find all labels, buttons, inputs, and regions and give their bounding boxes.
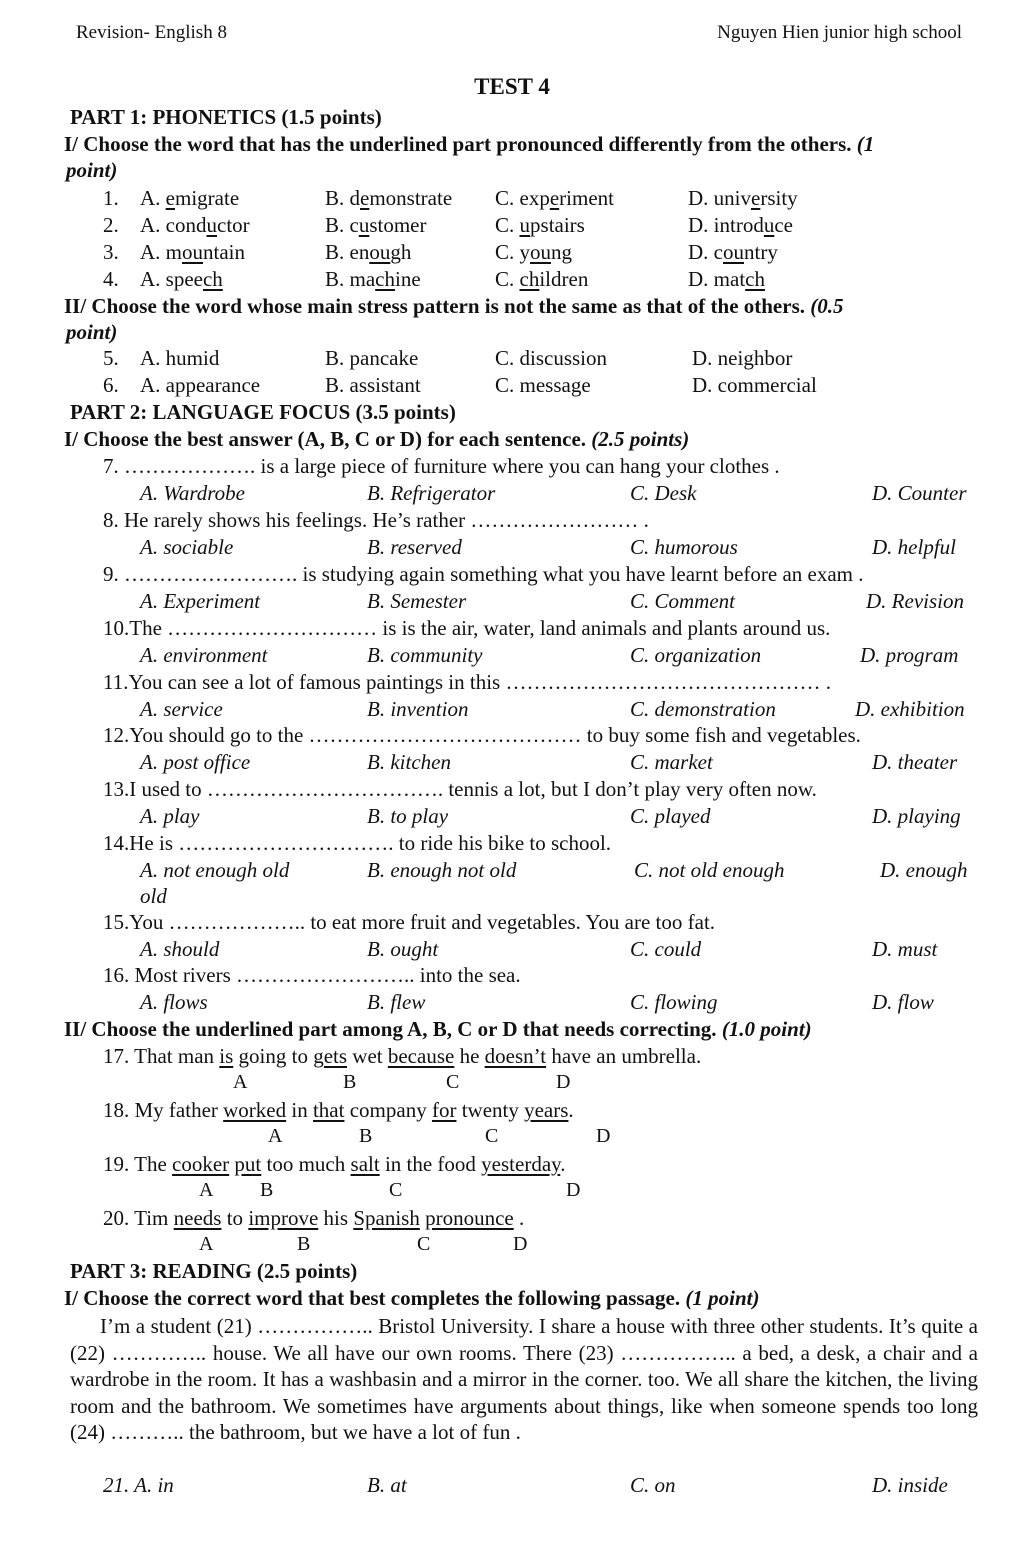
option-c: C. demonstration	[630, 697, 776, 721]
underlined-part-b: that	[312, 1098, 345, 1122]
option-text: A.	[140, 186, 166, 210]
option-c	[495, 186, 614, 211]
option-c: C. message	[495, 373, 591, 397]
label-c: C	[417, 1233, 431, 1255]
option-b: B. invention	[367, 697, 469, 721]
label-b: B	[359, 1125, 373, 1147]
question-number: 4.	[103, 267, 119, 291]
option-text: B. d	[325, 186, 361, 210]
option-text: A. spee	[140, 267, 203, 291]
option-d: D. exhibition	[855, 697, 965, 721]
label-a: A	[268, 1125, 283, 1147]
option-b: B. Semester	[367, 589, 467, 613]
question-number: 2.	[103, 213, 119, 237]
option-text: monstrate	[369, 186, 453, 210]
option-b: B. enough not old	[367, 858, 517, 882]
underlined-part: e	[751, 186, 761, 210]
part2-sec2-heading	[64, 1017, 812, 1042]
option-a: A. not enough old	[140, 858, 290, 882]
option-d	[688, 240, 778, 265]
heading-text: II/ Choose the word whose main stress pattern is not the same as that of the others.	[64, 294, 805, 318]
label-c: C	[446, 1071, 460, 1093]
option-d: D. theater	[872, 750, 958, 774]
option-b	[325, 240, 411, 265]
option-d	[688, 213, 793, 238]
option-a: A. Experiment	[140, 589, 261, 613]
question-20	[103, 1206, 524, 1231]
part1-sec2-heading	[64, 294, 844, 319]
label-b: B	[260, 1179, 274, 1201]
option-b: B. reserved	[367, 535, 462, 559]
underlined-part: ou	[723, 240, 744, 264]
question-19	[103, 1152, 566, 1177]
underlined-part: u	[519, 213, 531, 237]
label-a: A	[199, 1179, 214, 1201]
option-d	[688, 267, 765, 292]
points-text: (1 point)	[685, 1286, 760, 1310]
option-b: B. kitchen	[367, 750, 451, 774]
question-15-stem: 15.You ……………….. to eat more fruit and vegetables. You are too fat.	[103, 910, 716, 934]
underlined-part-b: put	[234, 1152, 262, 1176]
option-d: D. neighbor	[692, 346, 793, 370]
option-c	[495, 267, 588, 292]
sentence-text: his	[318, 1206, 354, 1230]
label-d: D	[566, 1179, 581, 1201]
option-text: B. c	[325, 213, 359, 237]
option-a: A. appearance	[140, 373, 261, 397]
underlined-part-d: yesterday	[481, 1152, 561, 1176]
label-b: B	[297, 1233, 311, 1255]
underlined-part-c: because	[387, 1044, 455, 1068]
option-text: ine	[395, 267, 421, 291]
underlined-part: u	[358, 213, 370, 237]
reading-passage: I’m a student (21) …………….. Bristol University. I share a house with three other students. It’s quite a (22) ………….. house. We all have our own rooms. There (23) …………….. a bed, a desk, a chair and a wardrobe in the room. It has a washbasin and a mirror in the corner. too. We all share the kitchen, the living room and the bathroom. We sometimes have arguments about things, like when someone spends too long (24) ……….. the bathroom, but we have a lot of fun .	[70, 1314, 978, 1444]
underlined-part-a: is	[219, 1044, 234, 1068]
option-b: B. pancake	[325, 346, 419, 370]
option-text: ng	[551, 240, 573, 264]
part1-sec2-points-cont: point)	[66, 320, 118, 344]
option-text: pstairs	[530, 213, 585, 237]
underlined-part: e	[360, 186, 370, 210]
underlined-part: ou	[369, 240, 391, 264]
option-a	[140, 240, 245, 265]
option-c: C. organization	[630, 643, 762, 667]
label-c: C	[485, 1125, 499, 1147]
option-d: D. helpful	[872, 535, 956, 559]
option-c: C. could	[630, 937, 702, 961]
option-b	[325, 213, 426, 238]
option-text: ntry	[744, 240, 778, 264]
option-a: A. play	[140, 804, 200, 828]
option-b	[325, 267, 421, 292]
option-c: C. on	[630, 1473, 676, 1497]
sentence-text: twenty	[456, 1098, 525, 1122]
heading-text: I/ Choose the correct word that best completes the following passage.	[64, 1286, 681, 1310]
heading-text: I/ Choose the best answer (A, B, C or D) for each sentence.	[64, 427, 587, 451]
option-b: B. assistant	[325, 373, 421, 397]
part2-heading: PART 2: LANGUAGE FOCUS (3.5 points)	[70, 400, 456, 424]
part1-sec1-points-cont: point)	[66, 158, 118, 182]
underlined-part: ch	[375, 267, 395, 291]
option-text: ctor	[217, 213, 250, 237]
option-b	[325, 186, 452, 211]
part1-sec1-heading	[64, 132, 874, 157]
question-18	[103, 1098, 574, 1123]
option-text: D. c	[688, 240, 723, 264]
option-a: A. Wardrobe	[140, 481, 245, 505]
underlined-part: e	[549, 186, 560, 210]
points-text: (1	[856, 132, 875, 156]
sentence-text: 17. That man	[103, 1044, 220, 1068]
sentence-text: 18. My father	[103, 1098, 224, 1122]
option-a: A. service	[140, 697, 223, 721]
part2-sec1-heading	[64, 427, 689, 452]
option-text: rsity	[760, 186, 798, 210]
option-text: migrate	[175, 186, 240, 210]
option-text: C. exp	[495, 186, 550, 210]
option-text: C. y	[495, 240, 531, 264]
option-c: C. Desk	[630, 481, 697, 505]
question-16-stem: 16. Most rivers …………………….. into the sea.	[103, 963, 521, 987]
option-c: C. discussion	[495, 346, 608, 370]
underlined-part-b: gets	[313, 1044, 348, 1068]
option-a	[140, 186, 239, 211]
underlined-part: u	[206, 213, 217, 237]
option-a: A. should	[140, 937, 220, 961]
option-text: ntain	[203, 240, 245, 264]
option-text: D. mat	[688, 267, 746, 291]
question-13-stem: 13.I used to ……………………………. tennis a lot, but I don’t play very often now.	[103, 777, 817, 801]
question-number: 6.	[103, 373, 119, 397]
sentence-text: company	[344, 1098, 432, 1122]
option-d-cont: old	[140, 884, 167, 908]
underlined-part-a: cooker	[172, 1152, 230, 1176]
option-b: B. flew	[367, 990, 426, 1014]
sentence-text: 19. The	[103, 1152, 173, 1176]
points-text: (0.5	[810, 294, 844, 318]
underlined-part-d: doesn’t	[484, 1044, 547, 1068]
sentence-text: .	[513, 1206, 525, 1230]
label-d: D	[513, 1233, 528, 1255]
points-text: (1.0 point)	[721, 1017, 812, 1041]
label-c: C	[389, 1179, 403, 1201]
option-c: C. humorous	[630, 535, 738, 559]
option-d: D. playing	[872, 804, 961, 828]
question-9-stem: 9. ……………………. is studying again something what you have learnt before an exam .	[103, 562, 864, 586]
underlined-part: e	[165, 186, 175, 210]
option-a: A. flows	[140, 990, 208, 1014]
underlined-part: ch	[519, 267, 540, 291]
option-text: riment	[559, 186, 614, 210]
option-text: C.	[495, 213, 520, 237]
part3-sec1-heading	[64, 1286, 759, 1311]
sentence-text: 20. Tim	[103, 1206, 174, 1230]
underlined-part-b: improve	[248, 1206, 319, 1230]
option-b: B. to play	[367, 804, 449, 828]
option-c: C. not old enough	[634, 858, 785, 882]
underlined-part: ou	[182, 240, 203, 264]
option-b: B. ought	[367, 937, 439, 961]
option-b: B. at	[367, 1473, 407, 1497]
underlined-part: ou	[530, 240, 552, 264]
underlined-part-c: Spanish	[353, 1206, 420, 1230]
option-text: A. m	[140, 240, 182, 264]
heading-text: II/ Choose the underlined part among A, B, C or D that needs correcting.	[64, 1017, 717, 1041]
question-14-stem: 14.He is …………………………. to ride his bike to school.	[103, 831, 612, 855]
sentence-text: wet	[347, 1044, 388, 1068]
header-right: Nguyen Hien junior high school	[717, 22, 962, 43]
option-text: C.	[495, 267, 520, 291]
sentence-text: going to	[233, 1044, 314, 1068]
underlined-part: ch	[745, 267, 765, 291]
underlined-part-c: salt	[350, 1152, 380, 1176]
option-text: D. univ	[688, 186, 751, 210]
option-b: B. community	[367, 643, 483, 667]
option-b: B. Refrigerator	[367, 481, 496, 505]
option-text: stomer	[369, 213, 427, 237]
sentence-text: in the food	[379, 1152, 482, 1176]
underlined-part-a: worked	[223, 1098, 287, 1122]
option-d: D. Counter	[872, 481, 967, 505]
question-12-stem: 12.You should go to the ………………………………… to buy some fish and vegetables.	[103, 723, 861, 747]
underlined-part-d: pronounce	[425, 1206, 514, 1230]
option-text: D. introd	[688, 213, 764, 237]
underlined-part-d: years	[524, 1098, 569, 1122]
option-d: D. flow	[872, 990, 934, 1014]
option-text: gh	[390, 240, 412, 264]
label-a: A	[199, 1233, 214, 1255]
option-text: B. en	[325, 240, 370, 264]
question-11-stem: 11.You can see a lot of famous paintings in this ……………………………………… .	[103, 670, 831, 694]
option-c: C. Comment	[630, 589, 735, 613]
option-d: D. commercial	[692, 373, 817, 397]
underlined-part: u	[763, 213, 775, 237]
sentence-text: .	[568, 1098, 574, 1122]
question-17	[103, 1044, 701, 1069]
question-number: 1.	[103, 186, 119, 210]
part1-heading: PART 1: PHONETICS (1.5 points)	[70, 105, 382, 129]
question-number: 5.	[103, 346, 119, 370]
option-d: D. Revision	[866, 589, 964, 613]
underlined-part-c: for	[431, 1098, 457, 1122]
option-d: D. enough	[880, 858, 968, 882]
question-10-stem: 10.The ………………………… is is the air, water, land animals and plants around us.	[103, 616, 831, 640]
test-title: TEST 4	[474, 74, 550, 99]
sentence-text: too much	[261, 1152, 351, 1176]
sentence-text: in	[286, 1098, 313, 1122]
option-c: C. flowing	[630, 990, 718, 1014]
option-a: A. environment	[140, 643, 268, 667]
option-d	[688, 186, 798, 211]
option-d: D. program	[860, 643, 959, 667]
label-d: D	[556, 1071, 571, 1093]
header-left: Revision- English 8	[76, 22, 227, 43]
option-text: ce	[774, 213, 793, 237]
option-text: A. cond	[140, 213, 207, 237]
option-c	[495, 240, 572, 265]
underlined-part-a: needs	[173, 1206, 222, 1230]
heading-text: I/ Choose the word that has the underlined part pronounced differently from the others.	[64, 132, 852, 156]
option-text: B. ma	[325, 267, 376, 291]
option-a	[140, 213, 250, 238]
question-8-stem: 8. He rarely shows his feelings. He’s rather …………………… .	[103, 508, 649, 532]
question-number: 3.	[103, 240, 119, 264]
option-text: ildren	[539, 267, 589, 291]
option-a: A. sociable	[140, 535, 234, 559]
option-a: 21. A. in	[103, 1473, 174, 1497]
part3-heading: PART 3: READING (2.5 points)	[70, 1259, 358, 1283]
option-d: D. must	[872, 937, 938, 961]
option-a	[140, 267, 223, 292]
option-a: A. post office	[140, 750, 251, 774]
underlined-part: ch	[202, 267, 223, 291]
label-a: A	[233, 1071, 248, 1093]
option-d: D. inside	[872, 1473, 948, 1497]
option-c	[495, 213, 585, 238]
question-7-stem: 7. ………………. is a large piece of furniture where you can hang your clothes .	[103, 454, 780, 478]
sentence-text: .	[560, 1152, 566, 1176]
sentence-text: have an umbrella.	[546, 1044, 702, 1068]
option-a: A. humid	[140, 346, 220, 370]
sentence-text: he	[454, 1044, 485, 1068]
option-c: C. played	[630, 804, 711, 828]
option-c: C. market	[630, 750, 713, 774]
label-b: B	[343, 1071, 357, 1093]
sentence-text: to	[221, 1206, 249, 1230]
label-d: D	[596, 1125, 611, 1147]
points-text: (2.5 points)	[591, 427, 690, 451]
